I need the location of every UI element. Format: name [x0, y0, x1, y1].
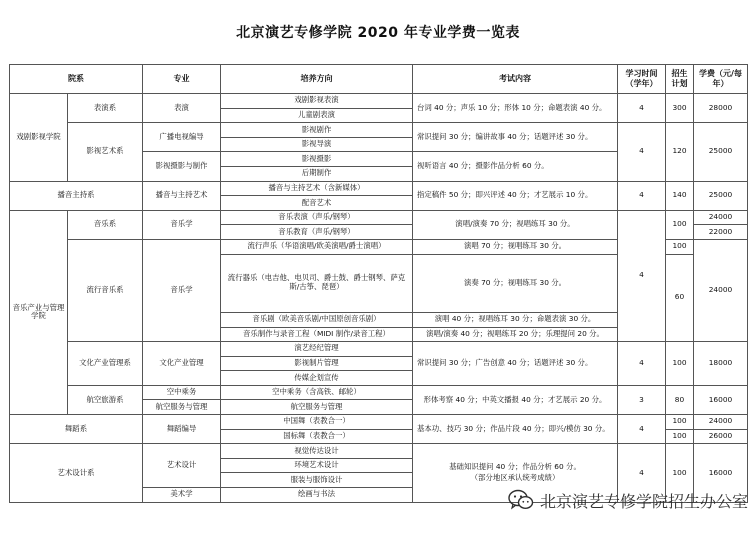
table-row [10, 181, 748, 196]
enroll-cell: 100 [666, 415, 694, 430]
duration-cell: 3 [618, 385, 666, 414]
department-cell: 文化产业管理系 [68, 342, 143, 386]
enroll-cell: 100 [666, 429, 694, 444]
fee-cell: 22000 [694, 225, 748, 240]
direction-cell: 影视剧作 [221, 123, 413, 138]
direction-cell: 视觉传达设计 [221, 444, 413, 459]
exam-cell: 演奏 70 分；视唱练耳 30 分。 [413, 254, 618, 312]
direction-cell: 音乐制作与录音工程（MIDI 制作/录音工程） [221, 327, 413, 342]
duration-cell: 4 [618, 444, 666, 502]
department-cell: 流行音乐系 [68, 239, 143, 341]
header-college: 院系 [10, 65, 143, 94]
direction-cell: 航空服务与管理 [221, 400, 413, 415]
duration-cell: 4 [618, 210, 666, 341]
fee-cell: 16000 [694, 385, 748, 414]
table-row [10, 342, 748, 357]
fee-cell: 24000 [694, 210, 748, 225]
header-major: 专业 [143, 65, 221, 94]
exam-cell: 演唱 40 分；视唱练耳 30 分；命题表演 30 分。 [413, 312, 618, 327]
exam-cell: 常识提问 30 分；广告创意 40 分；话题评述 30 分。 [413, 342, 618, 386]
department-cell: 影视艺术系 [68, 123, 143, 181]
enroll-cell: 140 [666, 181, 694, 210]
college-cell: 舞蹈系 [10, 415, 143, 444]
major-cell: 艺术设计 [143, 444, 221, 488]
enroll-cell: 80 [666, 385, 694, 414]
direction-cell: 戏剧影视表演 [221, 94, 413, 109]
exam-cell: 演唱 70 分；视唱练耳 30 分。 [413, 239, 618, 254]
major-cell: 文化产业管理 [143, 342, 221, 386]
direction-cell: 儿童剧表演 [221, 108, 413, 123]
fee-cell: 25000 [694, 181, 748, 210]
enroll-cell: 100 [666, 342, 694, 386]
direction-cell: 后期制作 [221, 166, 413, 181]
direction-cell: 音乐剧（欧美音乐剧/中国原创音乐剧） [221, 312, 413, 327]
college-cell: 艺术设计系 [10, 444, 143, 502]
direction-cell: 演艺经纪管理 [221, 342, 413, 357]
page-title: 北京演艺专修学院 2020 年专业学费一览表 [236, 25, 520, 41]
department-cell: 航空旅游系 [68, 385, 143, 414]
duration-cell: 4 [618, 181, 666, 210]
major-cell: 航空服务与管理 [143, 400, 221, 415]
fee-cell: 24000 [694, 239, 748, 341]
enroll-cell: 100 [666, 444, 694, 502]
table-row [10, 385, 748, 400]
exam-note: （部分地区承认统考成绩） [470, 473, 560, 483]
direction-cell: 音乐教育（声乐/钢琴） [221, 225, 413, 240]
exam-cell: 台词 40 分；声乐 10 分；形体 10 分；命题表演 40 分。 [413, 94, 618, 123]
enroll-cell: 300 [666, 94, 694, 123]
exam-cell: 指定稿件 50 分；即兴评述 40 分；才艺展示 10 分。 [413, 181, 618, 210]
major-cell: 播音与主持艺术 [143, 181, 221, 210]
direction-cell: 中国舞（表教合一） [221, 415, 413, 430]
table-row [10, 210, 748, 225]
table-row [10, 94, 748, 109]
fee-cell: 24000 [694, 415, 748, 430]
direction-cell: 流行声乐（华语演唱/欧美演唱/爵士演唱） [221, 239, 413, 254]
major-cell: 音乐学 [143, 239, 221, 341]
exam-cell: 基本功、技巧 30 分；作品片段 40 分；即兴/模仿 30 分。 [413, 415, 618, 444]
header-exam: 考试内容 [413, 65, 618, 94]
duration-cell: 4 [618, 415, 666, 444]
direction-cell: 影视导演 [221, 137, 413, 152]
direction-cell: 影视制片管理 [221, 356, 413, 371]
direction-cell: 传媒企划宣传 [221, 371, 413, 386]
department-cell: 音乐系 [68, 210, 143, 239]
direction-cell: 空中乘务（含高铁、邮轮） [221, 385, 413, 400]
direction-cell: 影视摄影 [221, 152, 413, 167]
table-row [10, 444, 748, 459]
direction-cell: 服装与服饰设计 [221, 473, 413, 488]
fee-cell: 16000 [694, 444, 748, 502]
major-cell: 音乐学 [143, 210, 221, 239]
duration-cell: 4 [618, 94, 666, 123]
header-row [10, 65, 748, 94]
fee-cell: 28000 [694, 94, 748, 123]
major-cell: 影视摄影与制作 [143, 152, 221, 181]
table-row [10, 415, 748, 430]
major-cell: 广播电视编导 [143, 123, 221, 152]
college-cell: 播音主持系 [10, 181, 143, 210]
direction-cell: 音乐表演（声乐/钢琴） [221, 210, 413, 225]
table-row [10, 123, 748, 138]
exam-cell: 演唱/演奏 70 分；视唱练耳 30 分。 [413, 210, 618, 239]
major-cell: 表演 [143, 94, 221, 123]
fee-cell: 18000 [694, 342, 748, 386]
direction-cell: 播音与主持艺术（含新媒体） [221, 181, 413, 196]
exam-cell: 演唱/演奏 40 分；视唱练耳 20 分；乐理提问 20 分。 [413, 327, 618, 342]
major-cell: 美术学 [143, 488, 221, 503]
enroll-cell: 60 [666, 254, 694, 342]
direction-cell: 环境艺术设计 [221, 458, 413, 473]
exam-cell: 常识提问 30 分；编讲故事 40 分；话题评述 30 分。 [413, 123, 618, 152]
direction-cell: 绘画与书法 [221, 488, 413, 503]
exam-text: 基础知识提问 40 分；作品分析 60 分。 [449, 461, 581, 471]
enroll-cell: 100 [666, 210, 694, 239]
fee-cell: 26000 [694, 429, 748, 444]
fee-cell: 25000 [694, 123, 748, 181]
duration-cell: 4 [618, 342, 666, 386]
watermark-text: 北京演艺专修学院招生办公室 [539, 491, 748, 511]
college-cell: 音乐产业与管理学院 [10, 210, 68, 414]
enroll-cell: 100 [666, 239, 694, 254]
header-enroll: 招生计划 [666, 65, 694, 94]
watermark [508, 487, 748, 513]
exam-cell: 形体考察 40 分；中英文播报 40 分；才艺展示 20 分。 [413, 385, 618, 414]
header-duration: 学习时间（学年） [618, 65, 666, 94]
header-fee: 学费（元/每年） [694, 65, 748, 94]
fee-table [9, 64, 748, 503]
duration-cell: 4 [618, 123, 666, 181]
exam-cell: 视听语言 40 分；摄影作品分析 60 分。 [413, 152, 618, 181]
direction-cell: 配音艺术 [221, 196, 413, 211]
direction-cell: 国标舞（表教合一） [221, 429, 413, 444]
wechat-icon [508, 489, 534, 511]
department-cell: 表演系 [68, 94, 143, 123]
major-cell: 舞蹈编导 [143, 415, 221, 444]
header-direction: 培养方向 [221, 65, 413, 94]
college-cell: 戏剧影视学院 [10, 94, 68, 182]
enroll-cell: 120 [666, 123, 694, 181]
major-cell: 空中乘务 [143, 385, 221, 400]
direction-cell: 流行器乐（电吉他、电贝司、爵士鼓、爵士钢琴、萨克斯/古筝、琵琶） [221, 254, 413, 312]
